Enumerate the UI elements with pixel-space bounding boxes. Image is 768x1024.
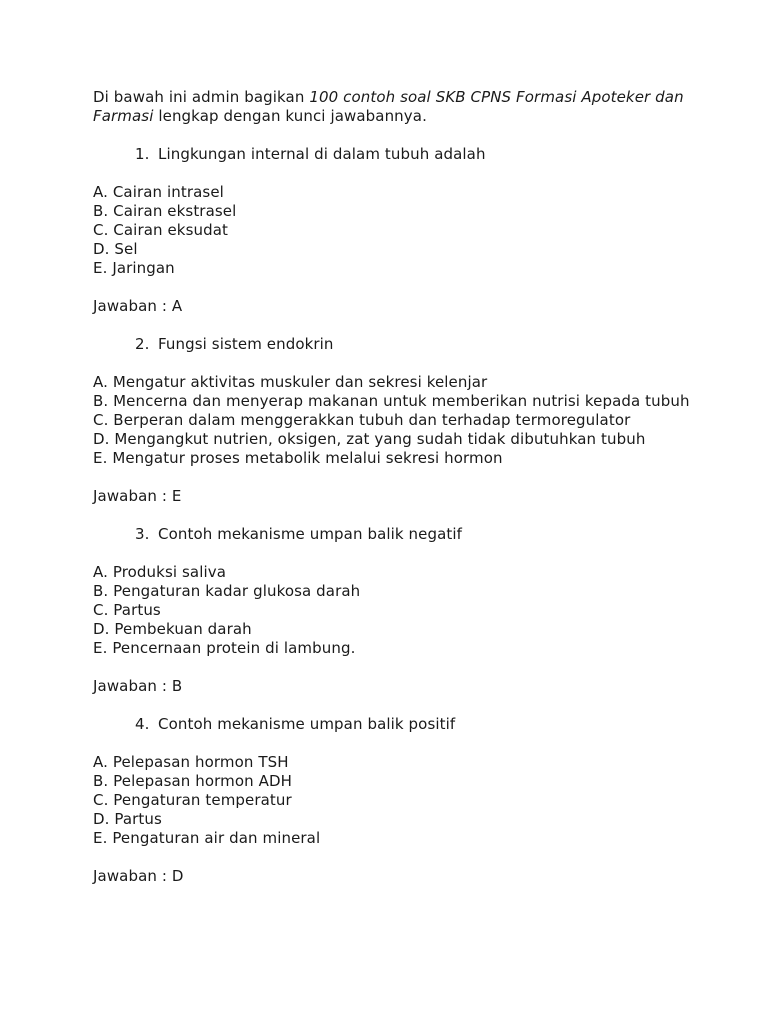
option-d: D. Partus	[93, 810, 162, 828]
question-text: Fungsi sistem endokrin	[158, 335, 334, 353]
question-2	[93, 335, 693, 354]
question-number: 4.	[135, 715, 150, 733]
option-e: E. Pencernaan protein di lambung.	[93, 639, 356, 657]
question-block-3	[93, 525, 693, 696]
option-a: A. Mengatur aktivitas muskuler dan sekresi kelenjar	[93, 373, 488, 391]
option-b: B. Cairan ekstrasel	[93, 202, 237, 220]
option-list	[93, 373, 693, 468]
option-d: D. Mengangkut nutrien, oksigen, zat yang sudah tidak dibutuhkan tubuh	[93, 430, 646, 448]
answer-key: Jawaban : E	[93, 487, 182, 505]
intro-text-end: lengkap dengan kunci jawabannya.	[153, 107, 427, 125]
answer-key: Jawaban : D	[93, 867, 184, 885]
question-block-1	[93, 145, 693, 316]
option-c: C. Berperan dalam menggerakkan tubuh dan terhadap termoregulator	[93, 411, 631, 429]
option-e: E. Jaringan	[93, 259, 175, 277]
option-a: A. Produksi saliva	[93, 563, 227, 581]
option-c: C. Partus	[93, 601, 161, 619]
question-number: 2.	[135, 335, 150, 353]
option-b: B. Mencerna dan menyerap makanan untuk memberikan nutrisi kepada tubuh	[93, 392, 690, 410]
question-block-4	[93, 715, 693, 886]
option-a: A. Pelepasan hormon TSH	[93, 753, 289, 771]
question-block-2	[93, 335, 693, 506]
intro-emphasis: 100 contoh soal SKB CPNS Formasi Apoteker dan Farmasi	[93, 88, 684, 125]
option-c: C. Pengaturan temperatur	[93, 791, 292, 809]
option-list	[93, 183, 693, 278]
question-number: 3.	[135, 525, 150, 543]
intro-text-start: Di bawah ini admin bagikan	[93, 88, 310, 106]
question-3	[93, 525, 693, 544]
option-d: D. Sel	[93, 240, 138, 258]
intro-paragraph	[93, 88, 693, 126]
option-a: A. Cairan intrasel	[93, 183, 224, 201]
option-list	[93, 563, 693, 658]
question-text: Contoh mekanisme umpan balik positif	[158, 715, 456, 733]
option-e: E. Mengatur proses metabolik melalui sekresi hormon	[93, 449, 503, 467]
question-number: 1.	[135, 145, 150, 163]
option-list	[93, 753, 693, 848]
question-1	[93, 145, 693, 164]
answer-key: Jawaban : B	[93, 677, 183, 695]
option-b: B. Pengaturan kadar glukosa darah	[93, 582, 361, 600]
option-e: E. Pengaturan air dan mineral	[93, 829, 321, 847]
option-d: D. Pembekuan darah	[93, 620, 252, 638]
option-c: C. Cairan eksudat	[93, 221, 229, 239]
answer-key: Jawaban : A	[93, 297, 183, 315]
question-text: Lingkungan internal di dalam tubuh adalah	[158, 145, 486, 163]
document-content	[93, 88, 693, 886]
question-text: Contoh mekanisme umpan balik negatif	[158, 525, 463, 543]
question-4	[93, 715, 693, 734]
option-b: B. Pelepasan hormon ADH	[93, 772, 292, 790]
